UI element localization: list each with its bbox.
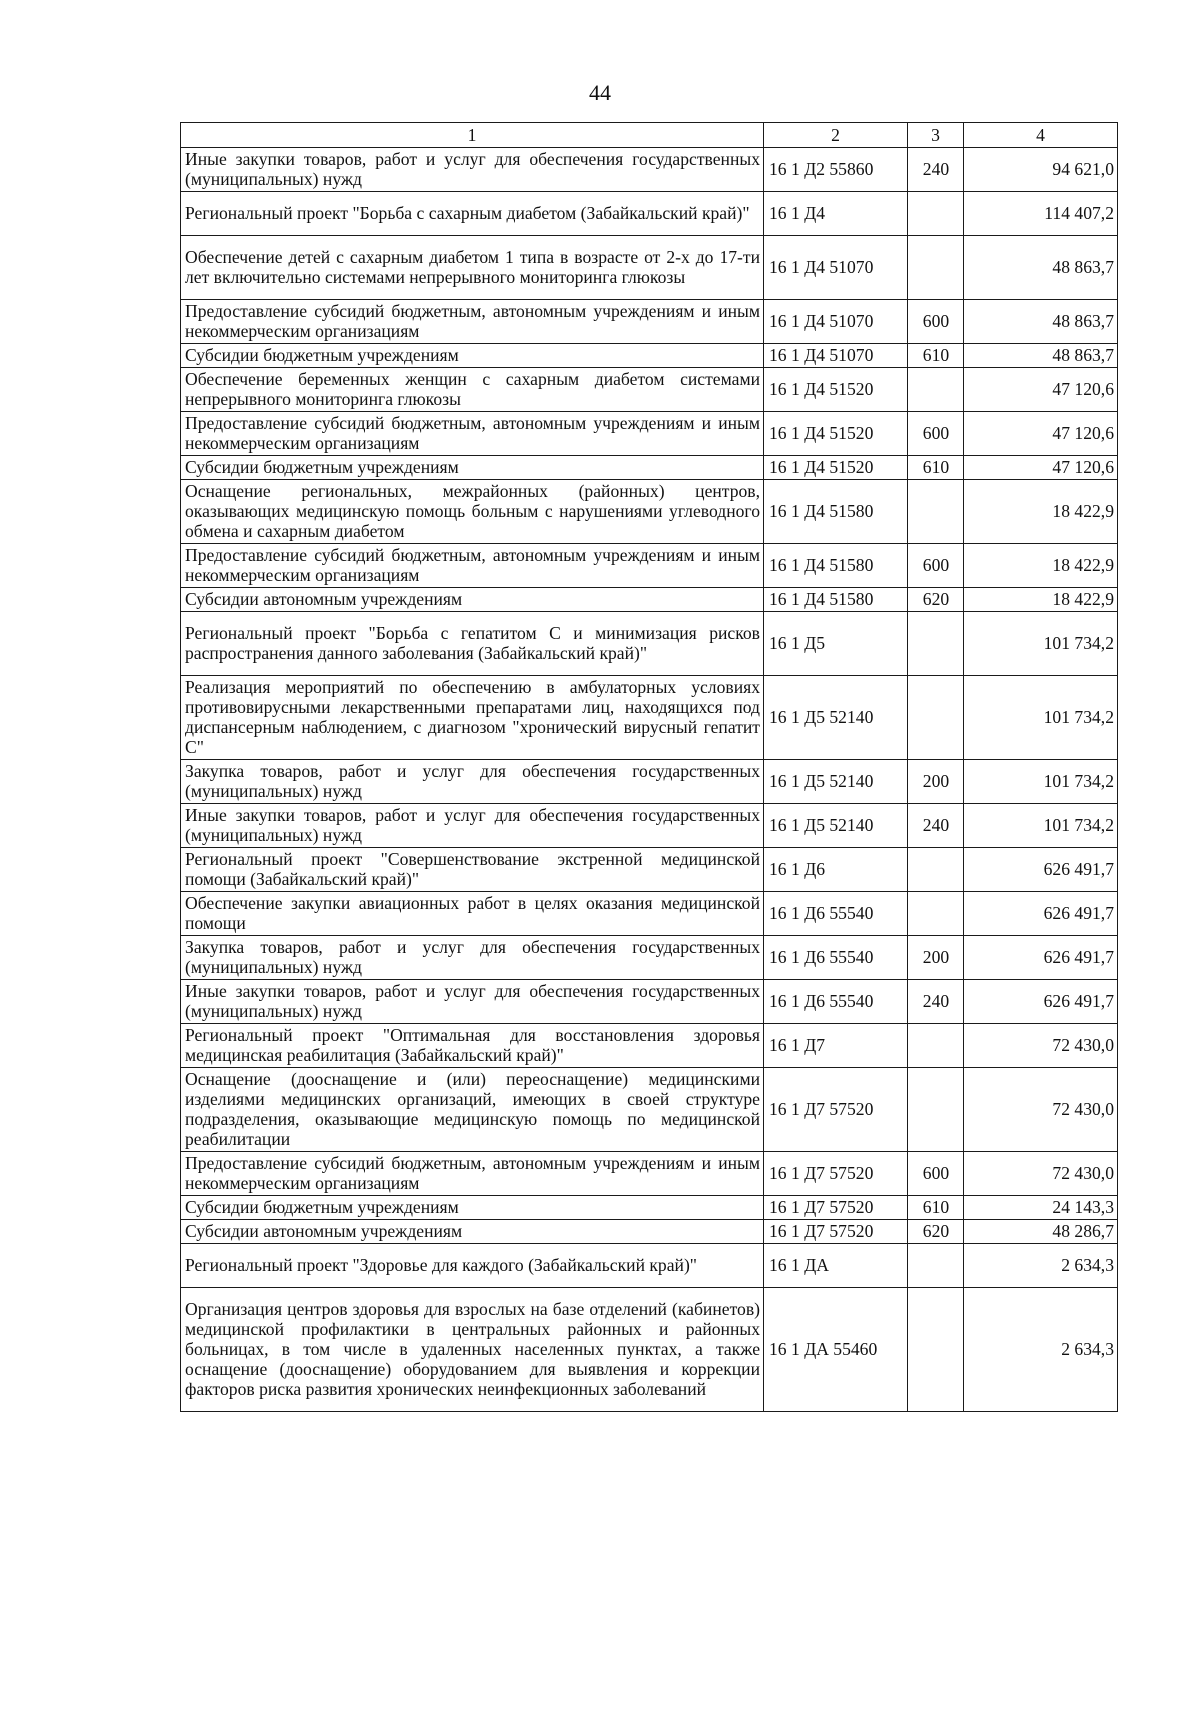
row-code-cell: 16 1 Д4 51580 [764,544,908,588]
row-type-cell [908,236,964,300]
row-type-cell [908,1244,964,1288]
row-name-cell: Субсидии бюджетным учреждениям [181,456,764,480]
column-header-code: 2 [764,123,908,148]
row-code-cell: 16 1 Д6 55540 [764,980,908,1024]
table-row [181,412,1118,456]
row-type-cell [908,612,964,676]
row-sum-cell: 72 430,0 [964,1068,1118,1152]
table-row [181,1244,1118,1288]
row-type-cell: 200 [908,936,964,980]
row-sum-cell: 48 286,7 [964,1220,1118,1244]
row-code-cell: 16 1 Д7 57520 [764,1068,908,1152]
table-row [181,192,1118,236]
row-sum-cell: 101 734,2 [964,612,1118,676]
table-row [181,456,1118,480]
row-name-cell: Оснащение (дооснащение и (или) переоснащение) медицинскими изделиями медицинских организаций, имеющих в своей структуре подразделения, оказывающие медицинскую помощь по медицинской реабилитации [181,1068,764,1152]
table-row [181,236,1118,300]
table-row [181,1220,1118,1244]
table-row [181,804,1118,848]
row-type-cell [908,1288,964,1412]
row-sum-cell: 48 863,7 [964,344,1118,368]
table-row [181,676,1118,760]
table-row [181,892,1118,936]
row-type-cell [908,1024,964,1068]
row-name-cell: Предоставление субсидий бюджетным, автономным учреждениям и иным некоммерческим организациям [181,300,764,344]
table-row [181,936,1118,980]
row-name-cell: Субсидии автономным учреждениям [181,588,764,612]
row-sum-cell: 72 430,0 [964,1152,1118,1196]
row-name-cell: Предоставление субсидий бюджетным, автономным учреждениям и иным некоммерческим организациям [181,544,764,588]
row-name-cell: Реализация мероприятий по обеспечению в амбулаторных условиях противовирусными лекарственными препаратами лиц, находящихся под диспансерным наблюдением, с диагнозом "хронический вирусный гепатит С" [181,676,764,760]
table-row [181,1288,1118,1412]
row-sum-cell: 101 734,2 [964,804,1118,848]
row-code-cell: 16 1 Д7 57520 [764,1220,908,1244]
row-name-cell: Обеспечение закупки авиационных работ в целях оказания медицинской помощи [181,892,764,936]
row-name-cell: Закупка товаров, работ и услуг для обеспечения государственных (муниципальных) нужд [181,760,764,804]
row-type-cell: 240 [908,980,964,1024]
row-sum-cell: 24 143,3 [964,1196,1118,1220]
row-name-cell: Закупка товаров, работ и услуг для обеспечения государственных (муниципальных) нужд [181,936,764,980]
row-sum-cell: 18 422,9 [964,480,1118,544]
row-sum-cell: 626 491,7 [964,936,1118,980]
header-row [181,123,1118,148]
row-sum-cell: 626 491,7 [964,980,1118,1024]
row-sum-cell: 48 863,7 [964,236,1118,300]
row-code-cell: 16 1 Д5 [764,612,908,676]
row-code-cell: 16 1 Д6 [764,848,908,892]
row-type-cell: 600 [908,544,964,588]
row-type-cell [908,848,964,892]
row-sum-cell: 101 734,2 [964,760,1118,804]
row-type-cell: 600 [908,1152,964,1196]
row-code-cell: 16 1 Д7 [764,1024,908,1068]
row-type-cell: 610 [908,456,964,480]
table-row [181,980,1118,1024]
row-code-cell: 16 1 Д6 55540 [764,936,908,980]
page-number: 44 [589,80,611,105]
row-sum-cell: 47 120,6 [964,412,1118,456]
table-row [181,848,1118,892]
row-code-cell: 16 1 Д4 51580 [764,480,908,544]
table-body [181,148,1118,1412]
row-sum-cell: 2 634,3 [964,1288,1118,1412]
row-name-cell: Субсидии автономным учреждениям [181,1220,764,1244]
table-row [181,588,1118,612]
row-code-cell: 16 1 Д4 51070 [764,300,908,344]
row-code-cell: 16 1 ДА 55460 [764,1288,908,1412]
row-type-cell [908,192,964,236]
row-name-cell: Иные закупки товаров, работ и услуг для обеспечения государственных (муниципальных) нужд [181,980,764,1024]
row-sum-cell: 2 634,3 [964,1244,1118,1288]
table-row [181,760,1118,804]
row-type-cell [908,368,964,412]
row-name-cell: Региональный проект "Оптимальная для восстановления здоровья медицинская реабилитация (Забайкальский край)" [181,1024,764,1068]
row-code-cell: 16 1 ДА [764,1244,908,1288]
row-code-cell: 16 1 Д5 52140 [764,804,908,848]
column-header-type: 3 [908,123,964,148]
column-header-name: 1 [181,123,764,148]
row-name-cell: Оснащение региональных, межрайонных (районных) центров, оказывающих медицинскую помощь больным с нарушениями углеводного обмена и сахарным диабетом [181,480,764,544]
row-code-cell: 16 1 Д4 51520 [764,368,908,412]
row-type-cell [908,1068,964,1152]
table-row [181,300,1118,344]
row-code-cell: 16 1 Д4 51520 [764,456,908,480]
row-code-cell: 16 1 Д7 57520 [764,1196,908,1220]
budget-table [180,122,1118,1412]
row-sum-cell: 626 491,7 [964,892,1118,936]
row-code-cell: 16 1 Д4 51520 [764,412,908,456]
row-type-cell: 610 [908,1196,964,1220]
table-row [181,344,1118,368]
row-sum-cell: 101 734,2 [964,676,1118,760]
table-row [181,1196,1118,1220]
row-sum-cell: 114 407,2 [964,192,1118,236]
row-sum-cell: 48 863,7 [964,300,1118,344]
row-code-cell: 16 1 Д2 55860 [764,148,908,192]
row-name-cell: Обеспечение детей с сахарным диабетом 1 типа в возрасте от 2-х до 17-ти лет включительно системами непрерывного мониторинга глюкозы [181,236,764,300]
row-name-cell: Региональный проект "Борьба с гепатитом С и минимизация рисков распространения данного заболевания (Забайкальский край)" [181,612,764,676]
row-type-cell: 610 [908,344,964,368]
row-type-cell: 200 [908,760,964,804]
row-type-cell: 600 [908,412,964,456]
row-code-cell: 16 1 Д7 57520 [764,1152,908,1196]
row-code-cell: 16 1 Д4 51580 [764,588,908,612]
row-type-cell [908,676,964,760]
row-code-cell: 16 1 Д4 51070 [764,344,908,368]
row-sum-cell: 94 621,0 [964,148,1118,192]
row-name-cell: Предоставление субсидий бюджетным, автономным учреждениям и иным некоммерческим организациям [181,1152,764,1196]
row-name-cell: Региональный проект "Совершенствование экстренной медицинской помощи (Забайкальский край)" [181,848,764,892]
row-sum-cell: 18 422,9 [964,544,1118,588]
row-code-cell: 16 1 Д6 55540 [764,892,908,936]
table-row [181,148,1118,192]
row-name-cell: Предоставление субсидий бюджетным, автономным учреждениям и иным некоммерческим организациям [181,412,764,456]
row-sum-cell: 47 120,6 [964,368,1118,412]
row-sum-cell: 72 430,0 [964,1024,1118,1068]
row-type-cell: 600 [908,300,964,344]
row-sum-cell: 626 491,7 [964,848,1118,892]
row-name-cell: Иные закупки товаров, работ и услуг для обеспечения государственных (муниципальных) нужд [181,804,764,848]
row-code-cell: 16 1 Д4 [764,192,908,236]
row-code-cell: 16 1 Д5 52140 [764,676,908,760]
row-type-cell: 620 [908,588,964,612]
row-code-cell: 16 1 Д4 51070 [764,236,908,300]
row-name-cell: Организация центров здоровья для взрослых на базе отделений (кабинетов) медицинской профилактики в центральных районных и районных больницах, в том числе в удаленных населенных пунктах, а также оснащение (дооснащение) оборудованием для выявления и коррекции факторов риска развития хронических неинфекционных заболеваний [181,1288,764,1412]
table-row [181,1068,1118,1152]
table-row [181,544,1118,588]
row-type-cell: 240 [908,804,964,848]
table-row [181,480,1118,544]
row-type-cell [908,480,964,544]
row-name-cell: Обеспечение беременных женщин с сахарным диабетом системами непрерывного мониторинга глюкозы [181,368,764,412]
row-name-cell: Иные закупки товаров, работ и услуг для обеспечения государственных (муниципальных) нужд [181,148,764,192]
row-type-cell: 620 [908,1220,964,1244]
row-name-cell: Субсидии бюджетным учреждениям [181,1196,764,1220]
row-name-cell: Субсидии бюджетным учреждениям [181,344,764,368]
table-row [181,612,1118,676]
row-sum-cell: 47 120,6 [964,456,1118,480]
table-row [181,368,1118,412]
column-header-sum: 4 [964,123,1118,148]
row-type-cell: 240 [908,148,964,192]
row-code-cell: 16 1 Д5 52140 [764,760,908,804]
row-type-cell [908,892,964,936]
table-row [181,1152,1118,1196]
row-name-cell: Региональный проект "Борьба с сахарным диабетом (Забайкальский край)" [181,192,764,236]
table-row [181,1024,1118,1068]
row-name-cell: Региональный проект "Здоровье для каждого (Забайкальский край)" [181,1244,764,1288]
row-sum-cell: 18 422,9 [964,588,1118,612]
